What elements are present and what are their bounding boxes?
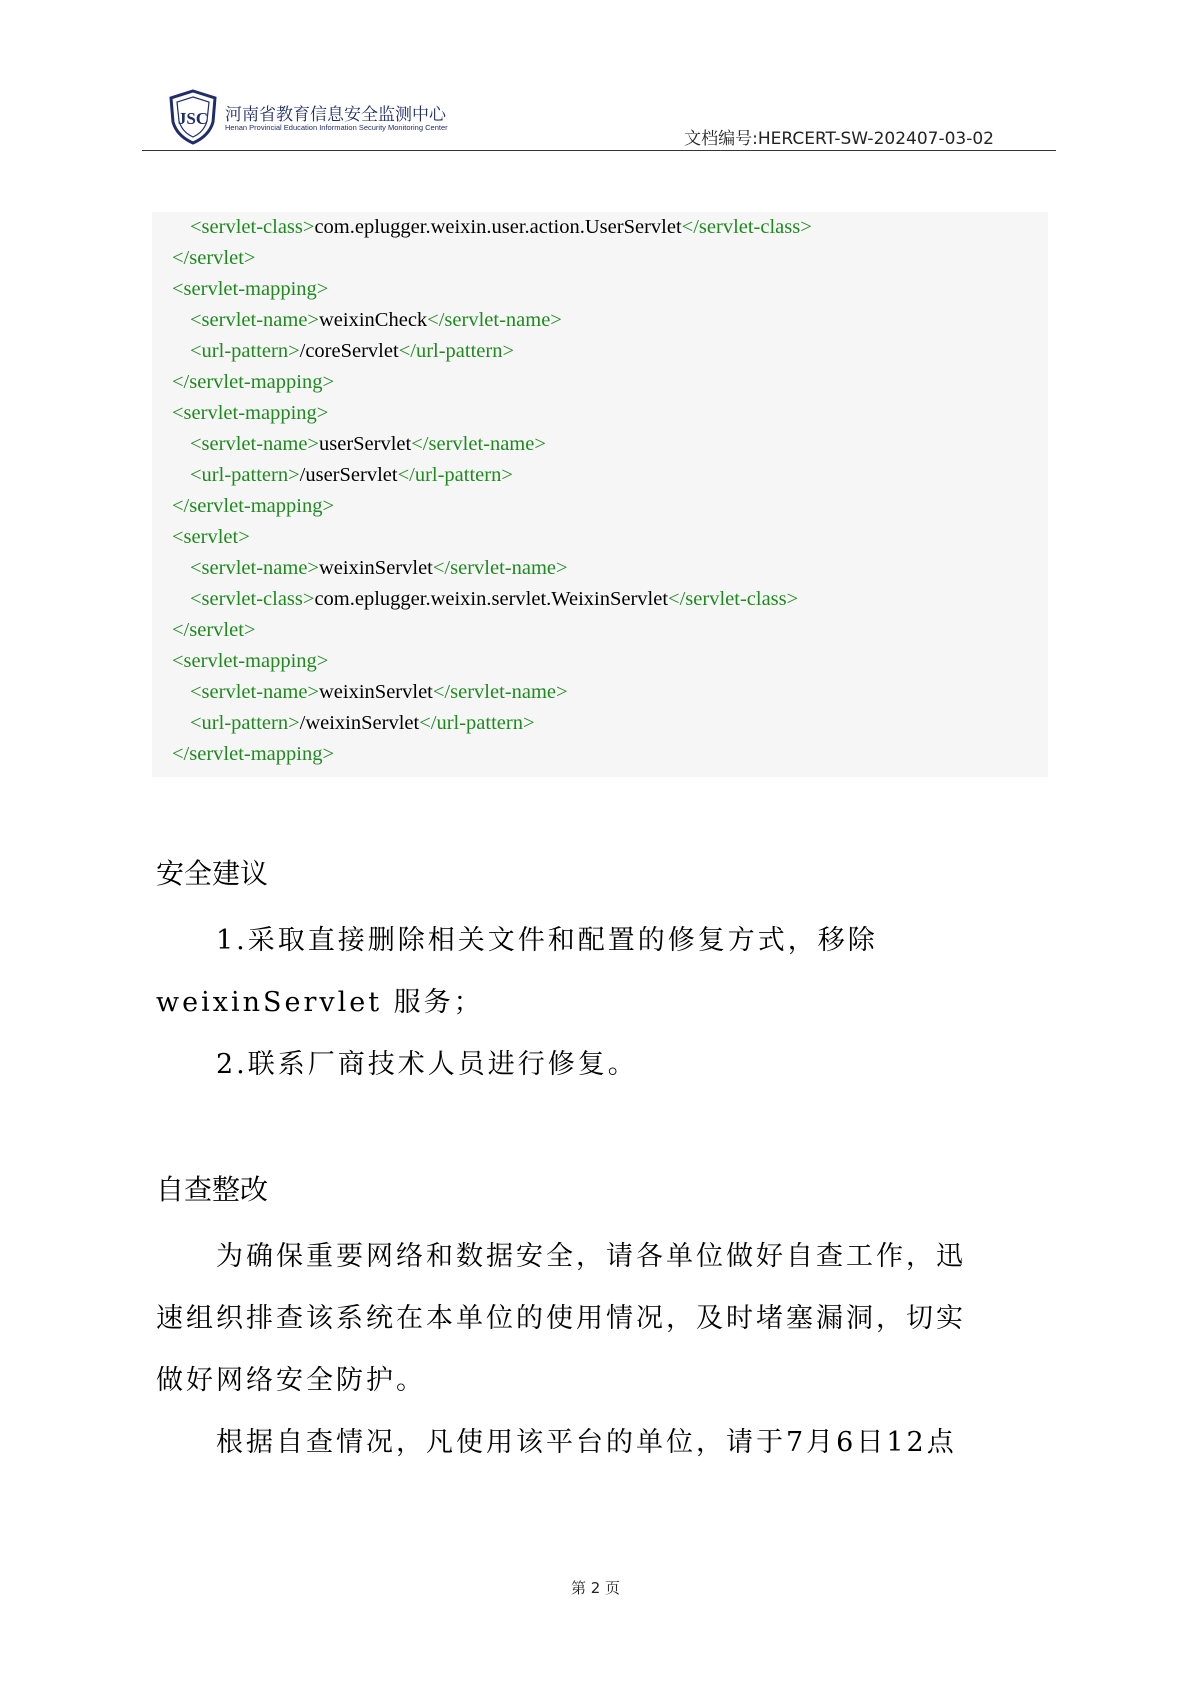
section-title-security-advice: 安全建议	[156, 857, 269, 890]
code-line	[190, 212, 812, 243]
code-open-tag: <servlet-name>	[190, 681, 319, 703]
code-close-tag: </servlet>	[172, 619, 256, 641]
code-open-tag: <servlet-mapping>	[172, 650, 329, 672]
code-line	[190, 584, 798, 615]
section-title-self-check: 自查整改	[156, 1173, 269, 1206]
code-close-tag: </url-pattern>	[398, 340, 515, 362]
code-open-tag: <servlet-mapping>	[172, 278, 329, 300]
code-text: weixinCheck	[319, 309, 428, 331]
code-text: weixinServlet	[319, 557, 433, 579]
code-open-tag: <servlet>	[172, 526, 250, 548]
code-line	[190, 708, 535, 739]
code-line	[190, 553, 568, 584]
code-open-tag: <servlet-class>	[190, 588, 315, 610]
code-open-tag: <servlet-name>	[190, 433, 319, 455]
code-text: com.eplugger.weixin.user.action.UserServlet	[314, 216, 682, 238]
code-open-tag: <url-pattern>	[190, 712, 300, 734]
code-text: /weixinServlet	[299, 712, 420, 734]
advice-item-2: 2.联系厂商技术人员进行修复。	[216, 1049, 638, 1080]
code-line	[190, 305, 562, 336]
code-text: weixinServlet	[319, 681, 433, 703]
code-close-tag: </servlet-class>	[668, 588, 799, 610]
code-close-tag: </servlet-class>	[681, 216, 812, 238]
code-line	[172, 398, 328, 429]
code-line	[190, 677, 568, 708]
advice-item-1-line-1: 1.采取直接删除相关文件和配置的修复方式，移除	[216, 925, 878, 956]
code-close-tag: </servlet-mapping>	[172, 743, 335, 765]
svg-text:JSC: JSC	[177, 109, 209, 128]
code-text: /userServlet	[299, 464, 398, 486]
code-open-tag: <url-pattern>	[190, 464, 300, 486]
code-open-tag: <servlet-name>	[190, 309, 319, 331]
code-close-tag: </url-pattern>	[397, 464, 513, 486]
page-number: 第 2 页	[570, 1579, 621, 1597]
code-open-tag: <url-pattern>	[190, 340, 300, 362]
code-close-tag: </servlet-name>	[427, 309, 562, 331]
code-open-tag: <servlet-class>	[190, 216, 315, 238]
self-check-p2-line-1: 根据自查情况，凡使用该平台的单位，请于7月6日12点	[216, 1427, 957, 1458]
code-line	[172, 646, 328, 677]
code-line	[190, 429, 546, 460]
document-number: 文档编号:HERCERT-SW-202407-03-02	[684, 129, 994, 149]
code-close-tag: </servlet-name>	[432, 557, 568, 579]
code-close-tag: </url-pattern>	[419, 712, 535, 734]
code-text: userServlet	[319, 433, 412, 455]
code-close-tag: </servlet-name>	[411, 433, 546, 455]
org-logo	[167, 88, 587, 148]
code-close-tag: </servlet>	[172, 247, 256, 269]
code-line	[172, 367, 334, 398]
advice-item-1-line-2: weixinServlet 服务；	[156, 987, 484, 1018]
page-header	[142, 88, 1056, 153]
code-line	[172, 491, 334, 522]
code-line	[190, 336, 514, 367]
org-name-en: Henan Provincial Education Information Security Monitoring Center	[225, 123, 448, 132]
code-open-tag: <servlet-name>	[190, 557, 319, 579]
code-text: /coreServlet	[299, 340, 399, 362]
code-line	[172, 739, 334, 770]
code-text: com.eplugger.weixin.servlet.WeixinServlet	[314, 588, 669, 610]
org-name-cn: 河南省教育信息安全监测中心	[225, 105, 446, 125]
code-line	[172, 615, 255, 646]
code-close-tag: </servlet-name>	[432, 681, 568, 703]
header-divider	[142, 150, 1056, 151]
code-line	[172, 274, 328, 305]
shield-logo-icon	[167, 88, 219, 146]
code-line	[172, 522, 250, 553]
code-line	[190, 460, 513, 491]
code-open-tag: <servlet-mapping>	[172, 402, 329, 424]
code-line	[172, 243, 255, 274]
code-close-tag: </servlet-mapping>	[172, 371, 335, 393]
code-block	[152, 212, 1048, 777]
self-check-p1-line-3: 做好网络安全防护。	[156, 1365, 426, 1396]
self-check-p1-line-1: 为确保重要网络和数据安全，请各单位做好自查工作，迅	[216, 1241, 966, 1272]
code-close-tag: </servlet-mapping>	[172, 495, 335, 517]
self-check-p1-line-2: 速组织排查该系统在本单位的使用情况，及时堵塞漏洞，切实	[156, 1303, 966, 1334]
